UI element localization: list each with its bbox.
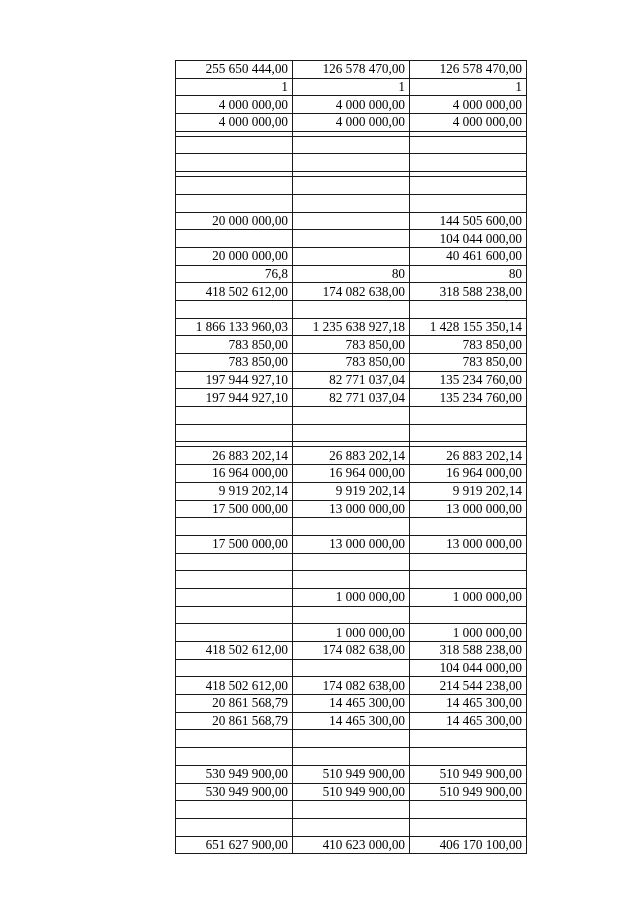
table-cell-col-3: 14 465 300,00: [410, 695, 527, 713]
table-cell-col-1: 20 861 568,79: [176, 695, 293, 713]
table-cell-col-3: 318 588 238,00: [410, 283, 527, 301]
table-row: [176, 695, 527, 713]
table-cell-col-1: [176, 194, 293, 212]
table-cell-col-1: [176, 230, 293, 248]
table-cell-col-2: [293, 212, 410, 230]
table-cell-col-1: [176, 154, 293, 172]
table-cell-col-2: [293, 230, 410, 248]
table-cell-col-2: 13 000 000,00: [293, 535, 410, 553]
table-cell-col-1: 418 502 612,00: [176, 642, 293, 660]
table-cell-col-1: [176, 136, 293, 154]
table-row: [176, 230, 527, 248]
table-cell-col-3: 1 000 000,00: [410, 588, 527, 606]
table-row: [176, 783, 527, 801]
table-cell-col-1: 17 500 000,00: [176, 500, 293, 518]
table-row: [176, 535, 527, 553]
table-cell-col-2: [293, 424, 410, 442]
table-cell-col-3: [410, 553, 527, 571]
table-cell-col-1: [176, 606, 293, 624]
table-cell-col-3: 13 000 000,00: [410, 500, 527, 518]
table-cell-col-2: 14 465 300,00: [293, 712, 410, 730]
table-row: [176, 518, 527, 536]
table-row: [176, 336, 527, 354]
table-cell-col-1: 20 000 000,00: [176, 212, 293, 230]
table-row: [176, 265, 527, 283]
table-cell-col-2: 410 623 000,00: [293, 836, 410, 854]
table-cell-col-1: 4 000 000,00: [176, 96, 293, 114]
table-cell-col-3: 1: [410, 78, 527, 96]
table-cell-col-1: 255 650 444,00: [176, 61, 293, 79]
table-cell-col-1: [176, 659, 293, 677]
table-cell-col-1: [176, 424, 293, 442]
table-row: [176, 836, 527, 854]
table-cell-col-3: [410, 730, 527, 748]
table-row: [176, 588, 527, 606]
table-cell-col-2: 1 235 638 927,18: [293, 318, 410, 336]
table-cell-col-1: 4 000 000,00: [176, 114, 293, 132]
table-cell-col-2: [293, 194, 410, 212]
table-cell-col-2: [293, 518, 410, 536]
table-cell-col-2: 4 000 000,00: [293, 114, 410, 132]
table-row: [176, 389, 527, 407]
table-cell-col-3: [410, 154, 527, 172]
table-row: [176, 283, 527, 301]
table-cell-col-1: [176, 407, 293, 425]
table-cell-col-3: 406 170 100,00: [410, 836, 527, 854]
table-cell-col-2: [293, 659, 410, 677]
table-cell-col-1: [176, 518, 293, 536]
table-cell-col-3: [410, 571, 527, 589]
table-cell-col-3: [410, 606, 527, 624]
financial-table-body: [176, 61, 527, 854]
table-cell-col-3: 135 234 760,00: [410, 371, 527, 389]
table-cell-col-1: [176, 588, 293, 606]
table-cell-col-1: 1: [176, 78, 293, 96]
table-cell-col-1: [176, 571, 293, 589]
table-cell-col-1: 20 861 568,79: [176, 712, 293, 730]
table-row: [176, 624, 527, 642]
table-cell-col-3: 783 850,00: [410, 354, 527, 372]
table-row: [176, 748, 527, 766]
table-cell-col-2: [293, 247, 410, 265]
table-cell-col-1: 197 944 927,10: [176, 371, 293, 389]
table-row: [176, 194, 527, 212]
table-cell-col-2: [293, 818, 410, 836]
table-cell-col-1: 9 919 202,14: [176, 482, 293, 500]
financial-table: [175, 60, 527, 854]
table-cell-col-3: [410, 818, 527, 836]
table-cell-col-2: 126 578 470,00: [293, 61, 410, 79]
table-cell-col-2: [293, 730, 410, 748]
table-cell-col-3: 510 949 900,00: [410, 765, 527, 783]
table-row: [176, 606, 527, 624]
table-row: [176, 212, 527, 230]
table-cell-col-3: 4 000 000,00: [410, 96, 527, 114]
table-cell-col-3: [410, 518, 527, 536]
table-cell-col-1: 530 949 900,00: [176, 765, 293, 783]
table-cell-col-3: 104 044 000,00: [410, 230, 527, 248]
table-cell-col-1: [176, 748, 293, 766]
table-cell-col-2: 1: [293, 78, 410, 96]
table-cell-col-2: 783 850,00: [293, 336, 410, 354]
table-row: [176, 136, 527, 154]
table-cell-col-2: 16 964 000,00: [293, 465, 410, 483]
table-cell-col-3: 104 044 000,00: [410, 659, 527, 677]
table-cell-col-1: 530 949 900,00: [176, 783, 293, 801]
table-row: [176, 465, 527, 483]
table-cell-col-2: [293, 407, 410, 425]
table-row: [176, 482, 527, 500]
table-row: [176, 177, 527, 195]
table-row: [176, 114, 527, 132]
table-cell-col-2: [293, 571, 410, 589]
table-cell-col-2: 14 465 300,00: [293, 695, 410, 713]
table-row: [176, 154, 527, 172]
table-cell-col-2: [293, 136, 410, 154]
table-cell-col-3: 14 465 300,00: [410, 712, 527, 730]
table-cell-col-1: 783 850,00: [176, 336, 293, 354]
table-row: [176, 78, 527, 96]
table-cell-col-1: 16 964 000,00: [176, 465, 293, 483]
table-cell-col-3: [410, 748, 527, 766]
table-cell-col-2: 26 883 202,14: [293, 447, 410, 465]
table-cell-col-2: [293, 606, 410, 624]
table-cell-col-3: 13 000 000,00: [410, 535, 527, 553]
table-row: [176, 659, 527, 677]
table-cell-col-1: [176, 801, 293, 819]
table-cell-col-2: [293, 748, 410, 766]
table-cell-col-2: 13 000 000,00: [293, 500, 410, 518]
table-cell-col-2: 783 850,00: [293, 354, 410, 372]
table-cell-col-2: 9 919 202,14: [293, 482, 410, 500]
table-row: [176, 318, 527, 336]
table-row: [176, 247, 527, 265]
table-cell-col-3: [410, 407, 527, 425]
table-cell-col-2: 510 949 900,00: [293, 765, 410, 783]
table-cell-col-1: [176, 730, 293, 748]
table-cell-col-1: [176, 624, 293, 642]
table-cell-col-1: [176, 177, 293, 195]
table-row: [176, 300, 527, 318]
table-cell-col-2: 174 082 638,00: [293, 283, 410, 301]
table-cell-col-3: 214 544 238,00: [410, 677, 527, 695]
table-row: [176, 553, 527, 571]
table-cell-col-3: 80: [410, 265, 527, 283]
table-cell-col-2: [293, 177, 410, 195]
table-cell-col-2: 82 771 037,04: [293, 371, 410, 389]
table-cell-col-3: 40 461 600,00: [410, 247, 527, 265]
table-cell-col-1: 17 500 000,00: [176, 535, 293, 553]
table-cell-col-2: [293, 300, 410, 318]
table-cell-col-1: 1 866 133 960,03: [176, 318, 293, 336]
table-row: [176, 765, 527, 783]
table-cell-col-2: 174 082 638,00: [293, 642, 410, 660]
table-cell-col-1: 651 627 900,00: [176, 836, 293, 854]
table-row: [176, 96, 527, 114]
table-cell-col-1: 783 850,00: [176, 354, 293, 372]
table-cell-col-3: 1 000 000,00: [410, 624, 527, 642]
table-cell-col-3: [410, 177, 527, 195]
table-row: [176, 712, 527, 730]
table-cell-col-1: 418 502 612,00: [176, 677, 293, 695]
table-row: [176, 371, 527, 389]
table-cell-col-2: 1 000 000,00: [293, 624, 410, 642]
table-row: [176, 354, 527, 372]
table-cell-col-1: 418 502 612,00: [176, 283, 293, 301]
table-cell-col-2: 510 949 900,00: [293, 783, 410, 801]
table-cell-col-1: 197 944 927,10: [176, 389, 293, 407]
table-row: [176, 730, 527, 748]
table-cell-col-3: [410, 424, 527, 442]
table-cell-col-2: [293, 553, 410, 571]
table-row: [176, 818, 527, 836]
table-row: [176, 677, 527, 695]
table-row: [176, 500, 527, 518]
table-cell-col-2: 174 082 638,00: [293, 677, 410, 695]
table-row: [176, 642, 527, 660]
table-cell-col-3: 1 428 155 350,14: [410, 318, 527, 336]
table-cell-col-2: [293, 801, 410, 819]
table-cell-col-2: 1 000 000,00: [293, 588, 410, 606]
table-cell-col-2: 82 771 037,04: [293, 389, 410, 407]
table-cell-col-3: 9 919 202,14: [410, 482, 527, 500]
table-cell-col-2: 80: [293, 265, 410, 283]
table-cell-col-3: [410, 194, 527, 212]
table-cell-col-1: 76,8: [176, 265, 293, 283]
table-cell-col-3: 144 505 600,00: [410, 212, 527, 230]
table-cell-col-2: [293, 154, 410, 172]
table-cell-col-1: [176, 300, 293, 318]
table-cell-col-2: 4 000 000,00: [293, 96, 410, 114]
table-cell-col-3: 318 588 238,00: [410, 642, 527, 660]
table-cell-col-3: 16 964 000,00: [410, 465, 527, 483]
table-cell-col-1: [176, 553, 293, 571]
table-cell-col-3: 4 000 000,00: [410, 114, 527, 132]
table-row: [176, 447, 527, 465]
table-cell-col-3: 126 578 470,00: [410, 61, 527, 79]
table-cell-col-3: 135 234 760,00: [410, 389, 527, 407]
table-row: [176, 61, 527, 79]
table-row: [176, 571, 527, 589]
table-cell-col-3: [410, 136, 527, 154]
table-cell-col-3: [410, 801, 527, 819]
table-cell-col-1: 20 000 000,00: [176, 247, 293, 265]
table-row: [176, 424, 527, 442]
table-cell-col-1: 26 883 202,14: [176, 447, 293, 465]
table-cell-col-3: [410, 300, 527, 318]
table-cell-col-3: 26 883 202,14: [410, 447, 527, 465]
table-cell-col-3: 510 949 900,00: [410, 783, 527, 801]
table-row: [176, 801, 527, 819]
table-cell-col-3: 783 850,00: [410, 336, 527, 354]
table-cell-col-1: [176, 818, 293, 836]
table-row: [176, 407, 527, 425]
